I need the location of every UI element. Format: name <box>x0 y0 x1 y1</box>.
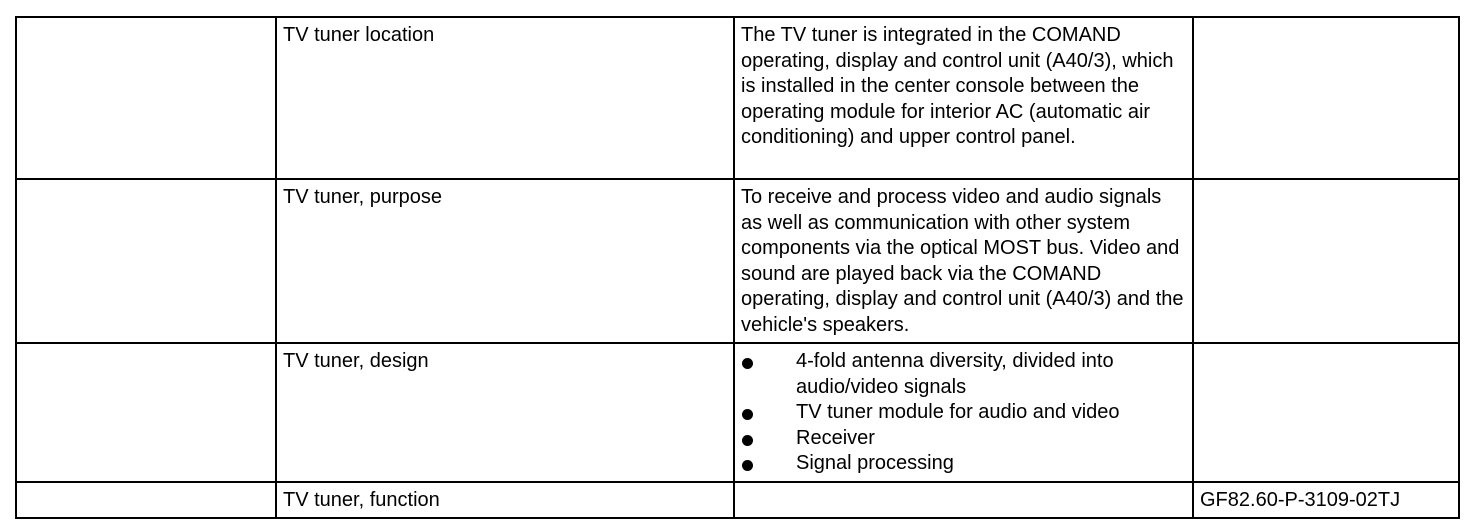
description-cell: The TV tuner is integrated in the COMAND operating, display and control unit (A40/3), which is installed in the center console between the operating module for interior AC (automatic air conditioning) and upper control panel. <box>734 17 1193 179</box>
empty-cell <box>16 343 276 482</box>
bullet-icon <box>742 409 753 420</box>
document-table <box>15 16 1460 519</box>
table-row <box>16 179 1459 343</box>
list-item <box>741 349 1186 400</box>
topic-cell: TV tuner location <box>276 17 734 179</box>
list-item <box>741 426 1186 452</box>
description-cell <box>734 343 1193 482</box>
empty-cell <box>16 17 276 179</box>
design-bullet-list <box>741 349 1186 477</box>
list-item-text: Signal processing <box>796 452 954 474</box>
topic-cell: TV tuner, function <box>276 482 734 519</box>
table-row <box>16 343 1459 482</box>
reference-cell <box>1193 17 1459 179</box>
empty-cell <box>16 482 276 519</box>
description-cell: To receive and process video and audio signals as well as communication with other system components via the optical MOST bus. Video and sound are played back via the COMAND operating, display and control unit (A40/3) and the vehicle's speakers. <box>734 179 1193 343</box>
reference-cell: GF82.60-P-3109-02TJ <box>1193 482 1459 519</box>
list-item <box>741 451 1186 477</box>
topic-cell: TV tuner, design <box>276 343 734 482</box>
list-item <box>741 400 1186 426</box>
table-row <box>16 482 1459 519</box>
list-item-text: 4-fold antenna diversity, divided into audio/video signals <box>796 350 1114 398</box>
table-row <box>16 17 1459 179</box>
empty-cell <box>16 179 276 343</box>
bullet-icon <box>742 435 753 446</box>
list-item-text: TV tuner module for audio and video <box>796 401 1120 423</box>
topic-cell: TV tuner, purpose <box>276 179 734 343</box>
description-cell <box>734 482 1193 519</box>
bullet-icon <box>742 460 753 471</box>
bullet-icon <box>742 358 753 369</box>
reference-cell <box>1193 343 1459 482</box>
reference-cell <box>1193 179 1459 343</box>
list-item-text: Receiver <box>796 426 875 449</box>
